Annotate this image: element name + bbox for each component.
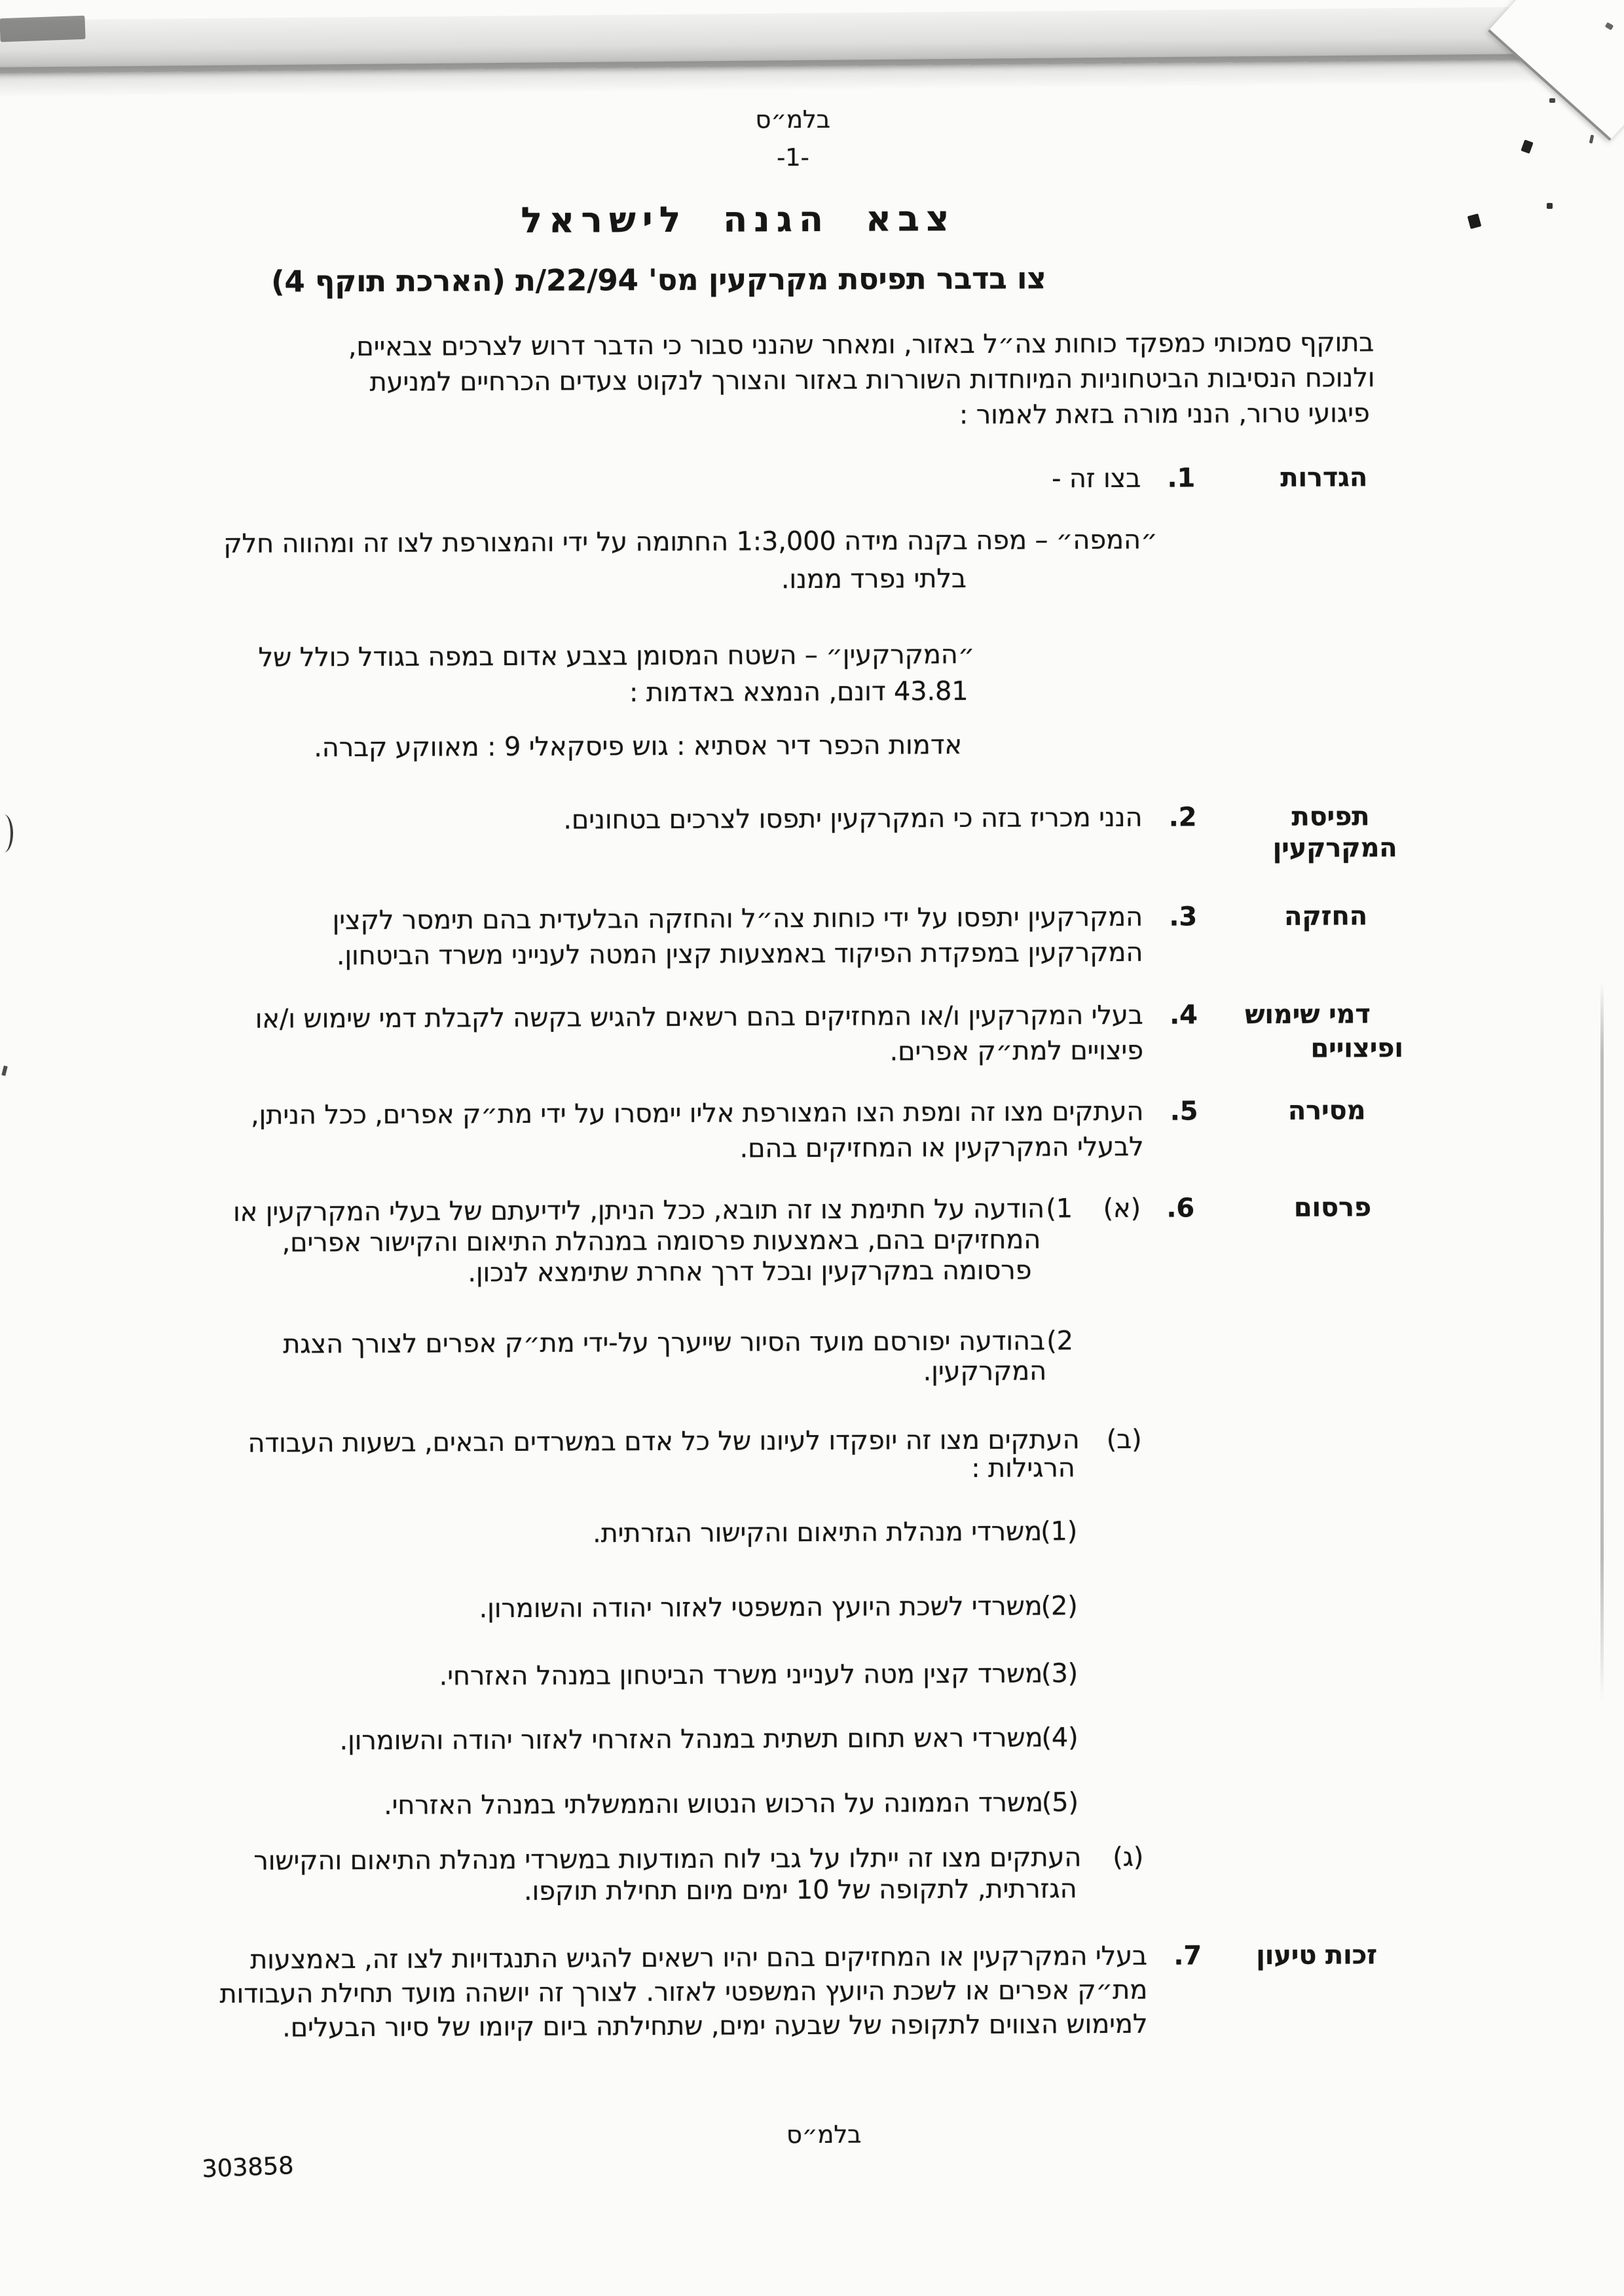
- sec1-body: בצו זה -: [1051, 463, 1141, 494]
- intro-line-2: ולנוכח הנסיבות הביטחוניות המיוחדות השוררות באזור והצורך לנקוט צעדים הכרחיים למניעת: [369, 363, 1375, 397]
- sec6-item1-line-3: פרסומה במקרקעין ובכל דרך אחרת שתימצא לנכון.: [468, 1255, 1032, 1288]
- army-title: צבא הגנה לישראל: [521, 198, 956, 241]
- sec2-label-line-2: המקרקעין: [1272, 833, 1397, 864]
- office-list-item: משרדי לשכת היועץ המשפטי לאזור יהודה והשומרון.: [479, 1591, 1043, 1624]
- office-list-marker: (5): [1041, 1787, 1079, 1818]
- sec6-sub-b-line-2: הרגילות :: [971, 1453, 1075, 1484]
- sec7-body-line-2: מת״ק אפרים או לשכת היועץ המשפטי לאזור. לצורך זה יושהה מועד תחילת העבודות: [219, 1975, 1148, 2009]
- map-definition-line-1: ״המפה״ – מפה בקנה מידה 1:3,000 החתומה על ידי והמצורפת לצו זה ומהווה חלק: [223, 524, 1158, 559]
- office-list-item: משרדי ראש תחום תשתית במנהל האזרחי לאזור יהודה והשומרון.: [339, 1722, 1043, 1757]
- sec5-body-line-1: העתקים מצו זה ומפת הצו המצורפת אליו יימסרו על ידי מת״ק אפרים, ככל הניתן,: [250, 1096, 1144, 1131]
- office-list-item: משרד קצין מטה לענייני משרד הביטחון במנהל האזרחי.: [439, 1658, 1043, 1692]
- intro-line-1: בתוקף סמכותי כמפקד כוחות צה״ל באזור, ומאחר שהנני סבור כי הדבר דרוש לצרכים צבאיים,: [348, 327, 1375, 363]
- land-definition-line-2: 43.81 דונם, הנמצא באדמות :: [629, 676, 969, 708]
- sec2-label-line-1: תפיסת: [1291, 801, 1370, 832]
- sec6-label: פרסום: [1293, 1192, 1372, 1223]
- lands-line: אדמות הכפר דיר אסתיא : גוש פיסקאלי 9 : מאווקע קברה.: [314, 729, 962, 763]
- sec3-number: 3.: [1169, 902, 1198, 932]
- sec6-number: 6.: [1166, 1193, 1195, 1224]
- sec6-item1-line-1: הודעה על חתימת צו זה תובא, ככל הניתן, לידיעתם של בעלי המקרקעין או: [232, 1194, 1045, 1228]
- office-list-marker: (1): [1040, 1516, 1078, 1547]
- map-definition-line-2: בלתי נפרד ממנו.: [781, 563, 967, 595]
- sec7-label: זכות טיעון: [1256, 1940, 1378, 1971]
- header-classification: בלמ״ס: [755, 105, 830, 134]
- doc-stamp-number: 303858: [201, 2151, 295, 2183]
- sec2-number: 2.: [1168, 802, 1197, 833]
- sec6-sub-a-marker: (א): [1103, 1193, 1141, 1224]
- sec6-item1-marker: 1): [1046, 1194, 1073, 1224]
- sec7-body-line-1: בעלי המקרקעין או המחזיקים בהם יהיו רשאים להגיש התנגדויות לצו זה, באמצעות: [249, 1941, 1148, 1975]
- sec4-label-line-1: דמי שימוש: [1245, 999, 1371, 1030]
- sec4-number: 4.: [1169, 1000, 1198, 1030]
- sec6-item1-line-2: המחזיקים בהם, באמצעות פרסומה במנהלת התיאום והקישור אפרים,: [282, 1224, 1041, 1258]
- sec2-body: הנני מכריז בזה כי המקרקעין יתפסו לצרכים בטחונים.: [563, 802, 1143, 835]
- sec4-body-line-1: בעלי המקרקעין ו/או המחזיקים בהם רשאים להגיש בקשה לקבלת דמי שימוש ו/או: [255, 1000, 1143, 1034]
- sec5-label: מסירה: [1287, 1095, 1366, 1126]
- order-title: צו בדבר תפיסת מקרקעין מס' 22/94/ת (הארכת תוקף 4): [270, 261, 1046, 299]
- sec3-body-line-2: המקרקעין במפקדת הפיקוד באמצעות קצין המטה לענייני משרד הביטחון.: [336, 937, 1143, 972]
- sec4-label-line-2: ופיצויים: [1310, 1033, 1403, 1064]
- intro-line-3: פיגועי טרור, הנני מורה בזאת לאמור :: [959, 398, 1370, 431]
- office-list-marker: (3): [1041, 1658, 1079, 1689]
- sec6-sub-b-marker: (ב): [1106, 1424, 1142, 1455]
- sec5-number: 5.: [1170, 1096, 1198, 1127]
- sec6-sub-b-line-1: העתקים מצו זה יופקדו לעיונו של כל אדם במשרדים הבאים, בשעות העבודה: [248, 1425, 1080, 1459]
- office-list-marker: (4): [1041, 1722, 1079, 1753]
- sec5-body-line-2: לבעלי המקרקעין או המחזיקים בהם.: [739, 1131, 1144, 1164]
- sec3-label: החזקה: [1283, 901, 1368, 932]
- sec1-number: 1.: [1167, 463, 1196, 494]
- page-number: -1-: [777, 143, 809, 172]
- office-list-item: משרד הממונה על הרכוש הנטוש והממשלתי במנהל האזרחי.: [384, 1787, 1043, 1821]
- sec6-item2-line-2: המקרקעין.: [923, 1356, 1047, 1387]
- sec3-body-line-1: המקרקעין יתפסו על ידי כוחות צה״ל והחזקה הבלעדית בהם תימסר לקצין: [332, 902, 1143, 936]
- sec1-label: הגדרות: [1280, 462, 1368, 493]
- sec6-sub-c-line-1: העתקים מצו זה ייתלו על גבי לוח המודעות במשרדי מנהלת התיאום והקישור: [253, 1842, 1082, 1876]
- sec6-item2-marker: 2): [1046, 1326, 1073, 1357]
- office-list-item: משרדי מנהלת התיאום והקישור הגזרתית.: [592, 1516, 1043, 1549]
- sec7-body-line-3: למימוש הצווים לתקופה של שבעה ימים, שתחילתה ביום קיומו של סיור הבעלים.: [282, 2009, 1148, 2043]
- sec7-number: 7.: [1173, 1941, 1202, 1971]
- sec6-sub-c-line-2: הגזרתית, לתקופה של 10 ימים מיום תחילת תוקפו.: [523, 1874, 1077, 1906]
- sec4-body-line-2: פיצויים למת״ק אפרים.: [889, 1035, 1143, 1067]
- land-definition-line-1: ״המקרקעין״ – השטח המסומן בצבע אדום במפה בגודל כולל של: [258, 639, 975, 673]
- sec6-item2-line-1: בהודעה יפורסם מועד הסיור שייערך על-ידי מת״ק אפרים לצורך הצגת: [283, 1326, 1045, 1360]
- sec6-sub-c-marker: (ג): [1113, 1842, 1144, 1873]
- footer-classification: בלמ״ס: [786, 2120, 862, 2149]
- office-list-marker: (2): [1041, 1591, 1078, 1622]
